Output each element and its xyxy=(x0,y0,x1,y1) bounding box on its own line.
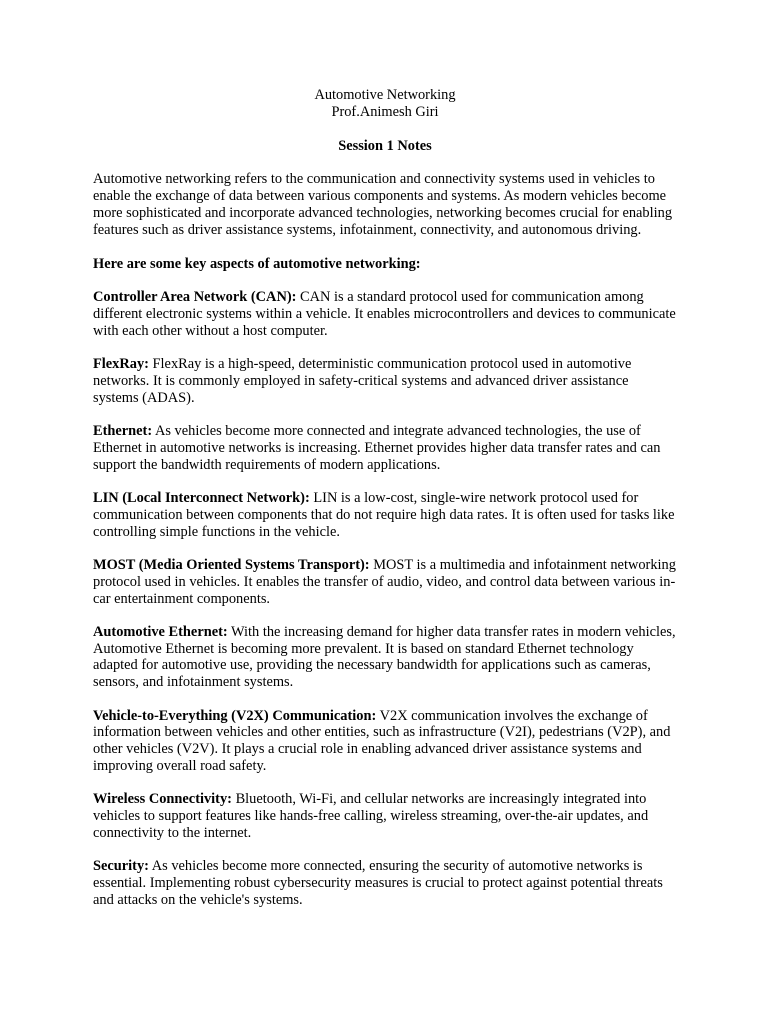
section-text: MOST is a multimedia and infotainment networking protocol used in vehicles. It enables the transfer of audio, video, and control data between various in-car entertainment components. xyxy=(93,556,676,607)
section-text: As vehicles become more connected and integrate advanced technologies, the use of Ethernet in automotive networks is increasing. Ethernet provides higher data transfer rates and can support the bandwidth requirements of modern applications. xyxy=(93,422,661,473)
section-automotive-ethernet xyxy=(93,624,677,691)
section-text: With the increasing demand for higher data transfer rates in modern vehicles, Automotive Ethernet is becoming more prevalent. It is based on standard Ethernet technology adapted for automotive use, providing the necessary bandwidth for applications such as cameras, sensors, and infotainment systems. xyxy=(93,623,676,691)
section-text: Bluetooth, Wi-Fi, and cellular networks are increasingly integrated into vehicles to support features like hands-free calling, wireless streaming, over-the-air updates, and connectivity to the internet. xyxy=(93,791,649,842)
section-wireless xyxy=(93,791,677,841)
section-lin xyxy=(93,490,677,540)
section-text: V2X communication involves the exchange of information between vehicles and other entities, such as infrastructure (V2I), pedestrians (V2P), and other vehicles (V2V). It plays a crucial role in enabling advanced driver assistance systems and improving overall road safety. xyxy=(93,707,671,775)
section-term: Automotive Ethernet: xyxy=(93,623,228,640)
section-term: Vehicle-to-Everything (V2X) Communication: xyxy=(93,707,377,724)
section-term: Controller Area Network (CAN): xyxy=(93,288,297,305)
key-aspects-heading: Here are some key aspects of automotive networking: xyxy=(93,255,421,272)
section-text: FlexRay is a high-speed, deterministic communication protocol used in automotive networks. It is commonly employed in safety-critical systems and advanced driver assistance systems (ADAS). xyxy=(93,355,632,406)
section-ethernet xyxy=(93,423,677,473)
section-text: CAN is a standard protocol used for communication among different electronic systems within a vehicle. It enables microcontrollers and devices to communicate with each other without a host computer. xyxy=(93,288,676,339)
section-most xyxy=(93,557,677,607)
section-flexray xyxy=(93,356,677,406)
section-term: FlexRay: xyxy=(93,355,149,372)
section-term: MOST (Media Oriented Systems Transport): xyxy=(93,556,370,573)
section-term: Ethernet: xyxy=(93,422,153,439)
section-text: As vehicles become more connected, ensuring the security of automotive networks is essential. Implementing robust cybersecurity measures is crucial to protect against potential threats and attacks on the vehicle's systems. xyxy=(93,858,663,909)
author-name: Prof.Animesh Giri xyxy=(331,103,439,120)
section-text: LIN is a low-cost, single-wire network protocol used for communication between components that do not require high data rates. It is often used for tasks like controlling simple functions in the vehicle. xyxy=(93,489,675,540)
section-v2x xyxy=(93,708,677,775)
section-term: LIN (Local Interconnect Network): xyxy=(93,489,310,506)
document-page xyxy=(93,87,677,909)
title-block xyxy=(93,87,677,154)
section-term: Security: xyxy=(93,858,149,875)
session-heading: Session 1 Notes xyxy=(338,137,432,154)
section-term: Wireless Connectivity: xyxy=(93,791,232,808)
document-title: Automotive Networking xyxy=(314,87,456,103)
section-security xyxy=(93,858,677,908)
intro-paragraph: Automotive networking refers to the communication and connectivity systems used in vehicles to enable the exchange of data between various components and systems. As modern vehicles become more sophisticated and incorporate advanced technologies, networking becomes crucial for enabling features such as driver assistance systems, infotainment, connectivity, and autonomous driving. xyxy=(93,171,673,238)
section-can xyxy=(93,289,677,339)
